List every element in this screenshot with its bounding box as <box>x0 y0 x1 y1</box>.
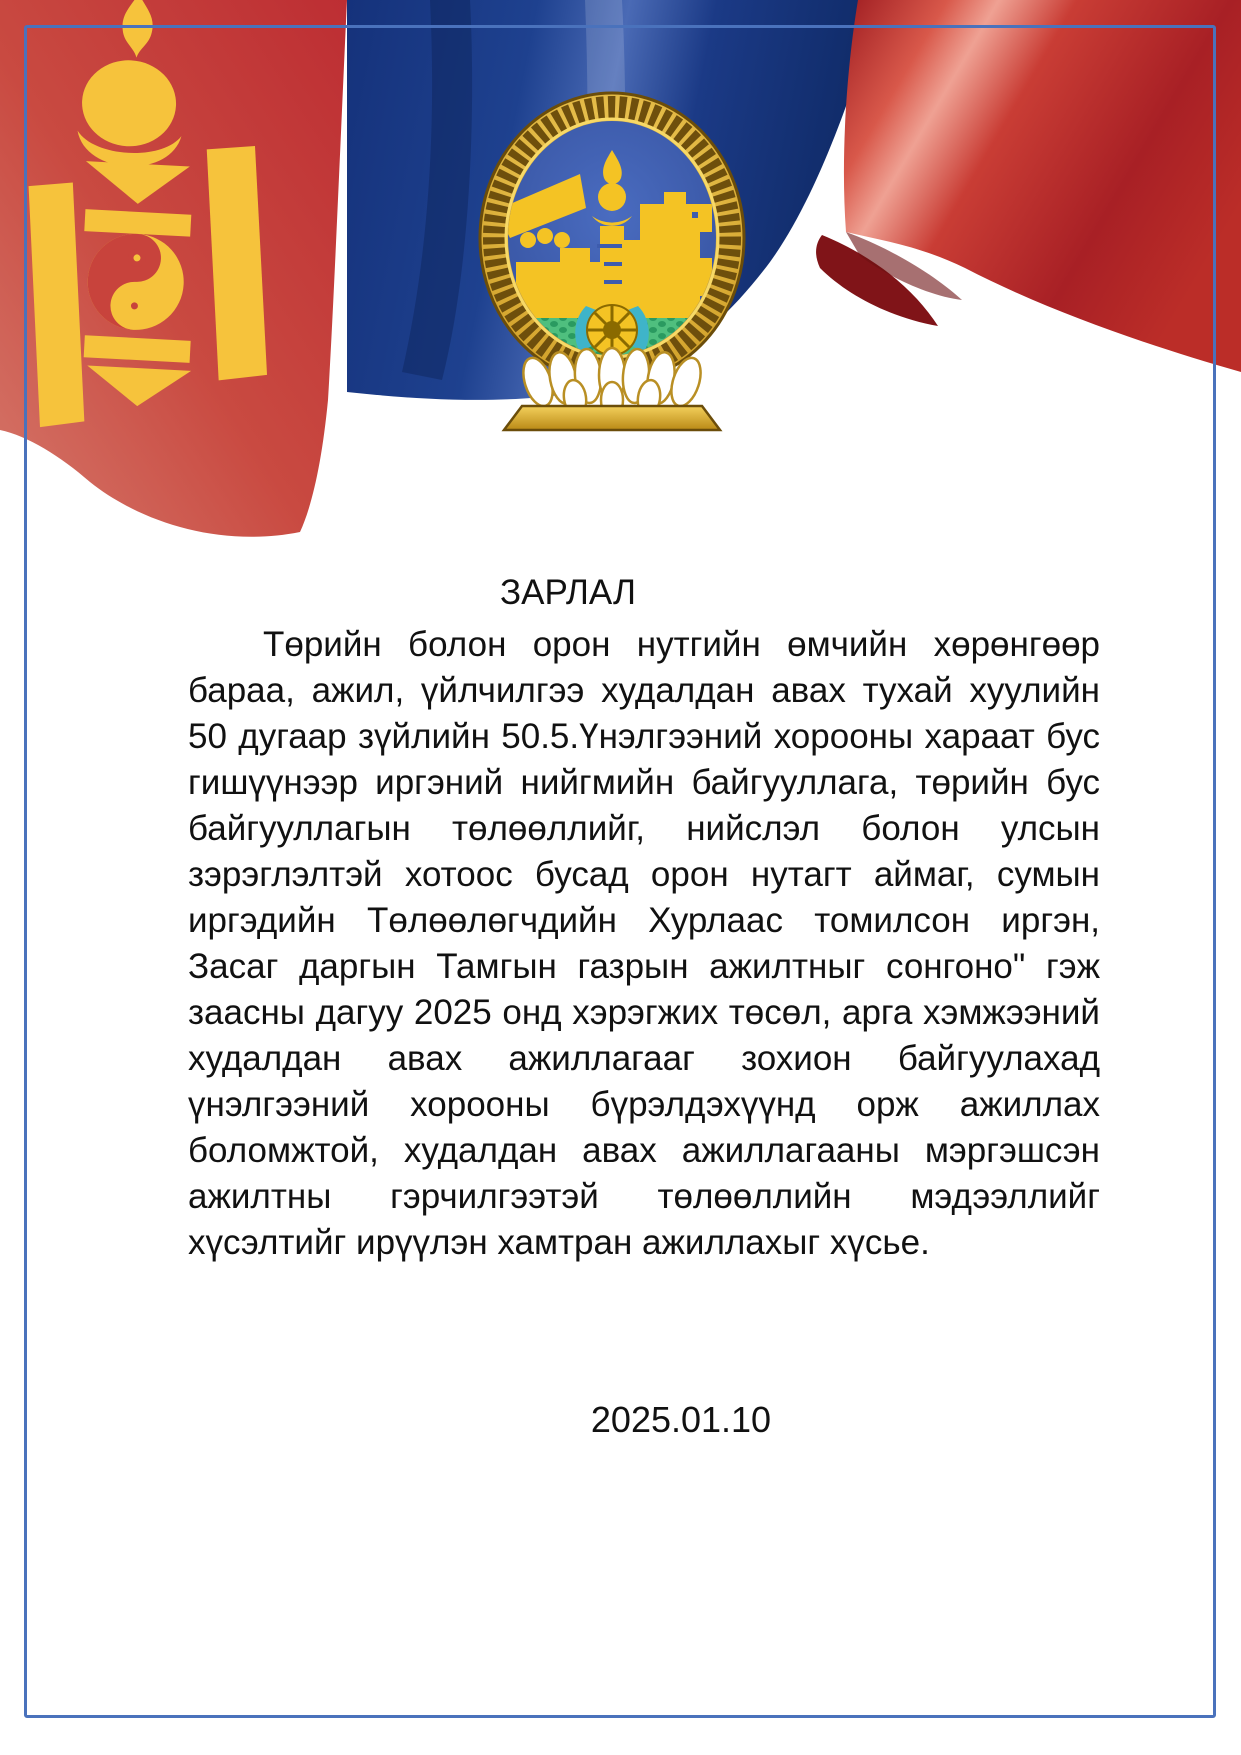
flag-red-field <box>0 0 347 537</box>
announcement-body-text: Төрийн болон орон нутгийн өмчийн хөрөнгөөр бараа, ажил, үйлчилгээ худалдан авах тухай хуулийн 50 дугаар зүйлийн 50.5.Үнэлгээний хорооны хараат бус гишүүнээр иргэний нийгмийн байгууллага, төрийн бус байгууллагын төлөөллийг, нийслэл болон улсын зэрэглэлтэй хотоос бусад орон нутагт аймаг, сумын иргэдийн Төлөөлөгчдийн Хурлаас томилсон иргэн, Засаг даргын Тамгын газрын ажилтныг сонгоно" гэж заасны дагуу 2025 онд хэрэгжих төсөл, арга хэмжээний худалдан авах ажиллагааг зохион байгуулахад үнэлгээний хорооны бүрэлдэхүүнд орж ажиллах боломжтой, худалдан авах ажиллагааны мэргэшсэн ажилтны гэрчилгээтэй төлөөллийн мэдээллийг хүсэлтийг ирүүлэн хамтран ажиллахыг хүсье. <box>188 625 1100 1262</box>
page-title: ЗАРЛАЛ <box>500 573 636 612</box>
lotus-pedestal <box>504 348 720 430</box>
red-ribbon <box>816 0 1241 372</box>
document-date: 2025.01.10 <box>590 1399 772 1440</box>
mongolian-flag-banner <box>0 0 1241 540</box>
